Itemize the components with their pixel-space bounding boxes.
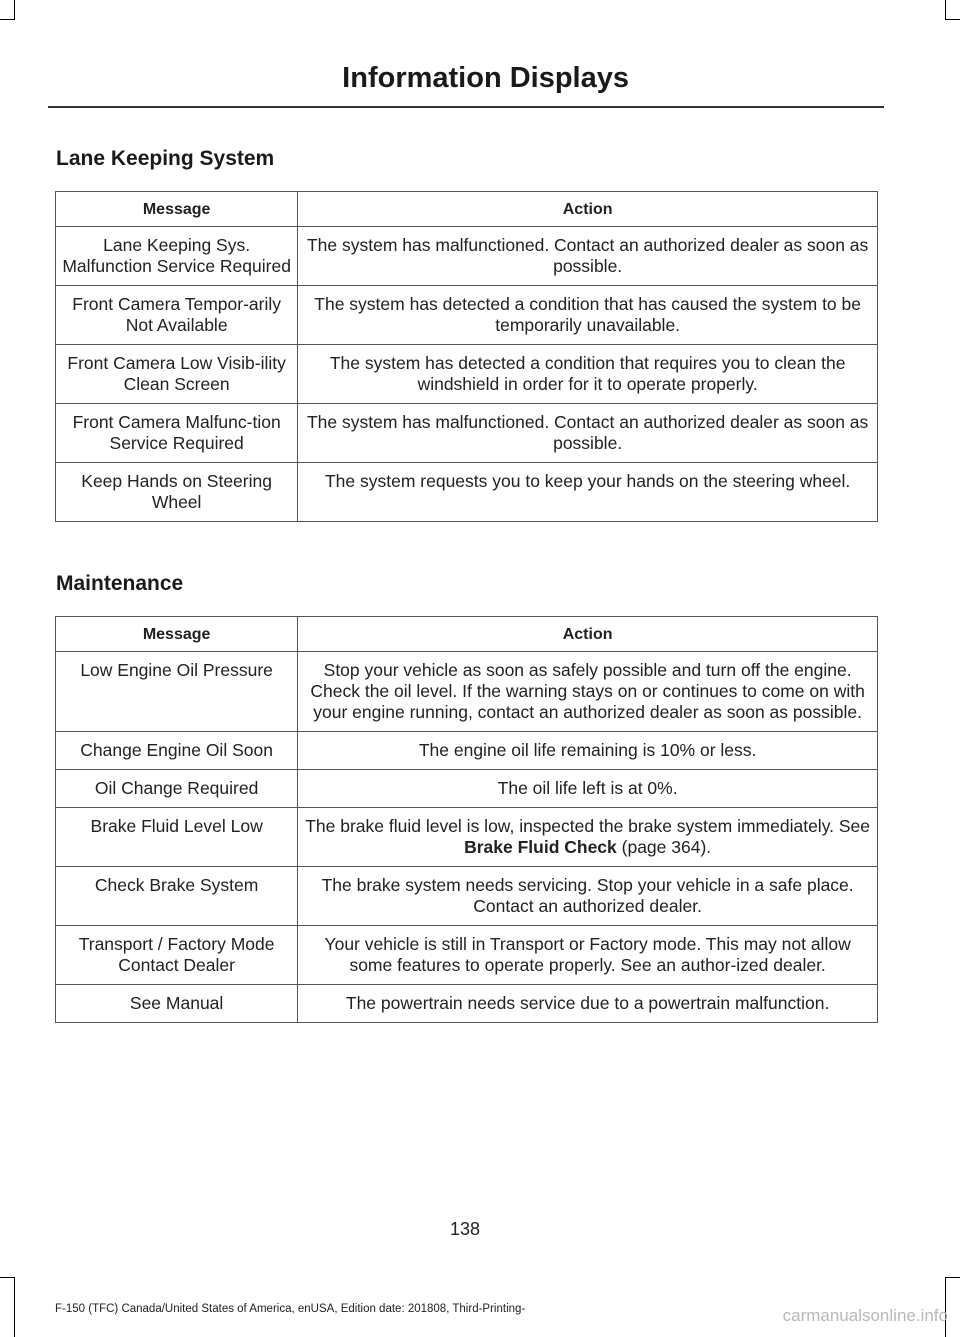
section-heading-lane-keeping: Lane Keeping System [56, 147, 275, 170]
action-cell: Stop your vehicle as soon as safely possible and turn off the engine. Check the oil level. If the warning stays on or continues to come on with your engine running, contact an authorized dealer as soon as possible. [298, 652, 878, 732]
lane-keeping-table [55, 191, 878, 522]
action-cell: The system has malfunctioned. Contact an authorized dealer as soon as possible. [298, 227, 878, 286]
edition-footer: F-150 (TFC) Canada/United States of America, enUSA, Edition date: 201808, Third-Printing- [55, 1303, 526, 1315]
crop-mark [945, 1277, 960, 1278]
section-heading-maintenance: Maintenance [56, 572, 184, 595]
table-row [56, 286, 878, 345]
action-cell [298, 808, 878, 867]
table-row [56, 867, 878, 926]
table-row [56, 345, 878, 404]
page-reference: (page 364). [616, 837, 712, 857]
table-header-row [56, 192, 878, 227]
page-header [48, 58, 884, 108]
crop-mark [0, 1277, 15, 1278]
table-row [56, 770, 878, 808]
message-cell: Check Brake System [56, 867, 298, 926]
brake-fluid-check-link[interactable]: Brake Fluid Check [464, 837, 617, 857]
table-row [56, 404, 878, 463]
table-row [56, 985, 878, 1023]
action-cell: The brake system needs servicing. Stop your vehicle in a safe place. Contact an authorized dealer. [298, 867, 878, 926]
action-cell: The oil life left is at 0%. [298, 770, 878, 808]
message-cell: Oil Change Required [56, 770, 298, 808]
message-cell: Low Engine Oil Pressure [56, 652, 298, 732]
crop-mark [14, 0, 15, 20]
message-cell: Brake Fluid Level Low [56, 808, 298, 867]
message-cell: Lane Keeping Sys. Malfunction Service Required [56, 227, 298, 286]
table-row [56, 732, 878, 770]
table-row [56, 652, 878, 732]
action-cell: The system has malfunctioned. Contact an authorized dealer as soon as possible. [298, 404, 878, 463]
crop-mark [945, 0, 946, 20]
page-number: 138 [449, 1219, 481, 1239]
message-cell: Front Camera Malfunc-tion Service Required [56, 404, 298, 463]
action-cell: The powertrain needs service due to a powertrain malfunction. [298, 985, 878, 1023]
table-row [56, 808, 878, 867]
table-row [56, 926, 878, 985]
table-row [56, 227, 878, 286]
column-header-message: Message [56, 617, 298, 652]
action-cell: The system has detected a condition that requires you to clean the windshield in order for it to operate properly. [298, 345, 878, 404]
message-cell: Change Engine Oil Soon [56, 732, 298, 770]
crop-mark [14, 1277, 15, 1337]
column-header-action: Action [298, 617, 878, 652]
action-cell: The system has detected a condition that has caused the system to be temporarily unavailable. [298, 286, 878, 345]
message-cell: Front Camera Tempor-arily Not Available [56, 286, 298, 345]
page-title: Information Displays [342, 62, 629, 94]
action-cell: Your vehicle is still in Transport or Factory mode. This may not allow some features to operate properly. See an author-ized dealer. [298, 926, 878, 985]
crop-mark [0, 19, 15, 20]
watermark: carmanualsonline.info [782, 1306, 948, 1325]
action-cell: The system requests you to keep your hands on the steering wheel. [298, 463, 878, 522]
message-cell: Front Camera Low Visib-ility Clean Screen [56, 345, 298, 404]
table-row [56, 463, 878, 522]
table-header-row [56, 617, 878, 652]
crop-mark [945, 19, 960, 20]
message-cell: Keep Hands on Steering Wheel [56, 463, 298, 522]
message-cell: Transport / Factory Mode Contact Dealer [56, 926, 298, 985]
maintenance-table [55, 616, 878, 1023]
action-text: The brake fluid level is low, inspected the brake system immediately. See [305, 816, 871, 836]
column-header-message: Message [56, 192, 298, 227]
message-cell: See Manual [56, 985, 298, 1023]
column-header-action: Action [298, 192, 878, 227]
action-cell: The engine oil life remaining is 10% or less. [298, 732, 878, 770]
